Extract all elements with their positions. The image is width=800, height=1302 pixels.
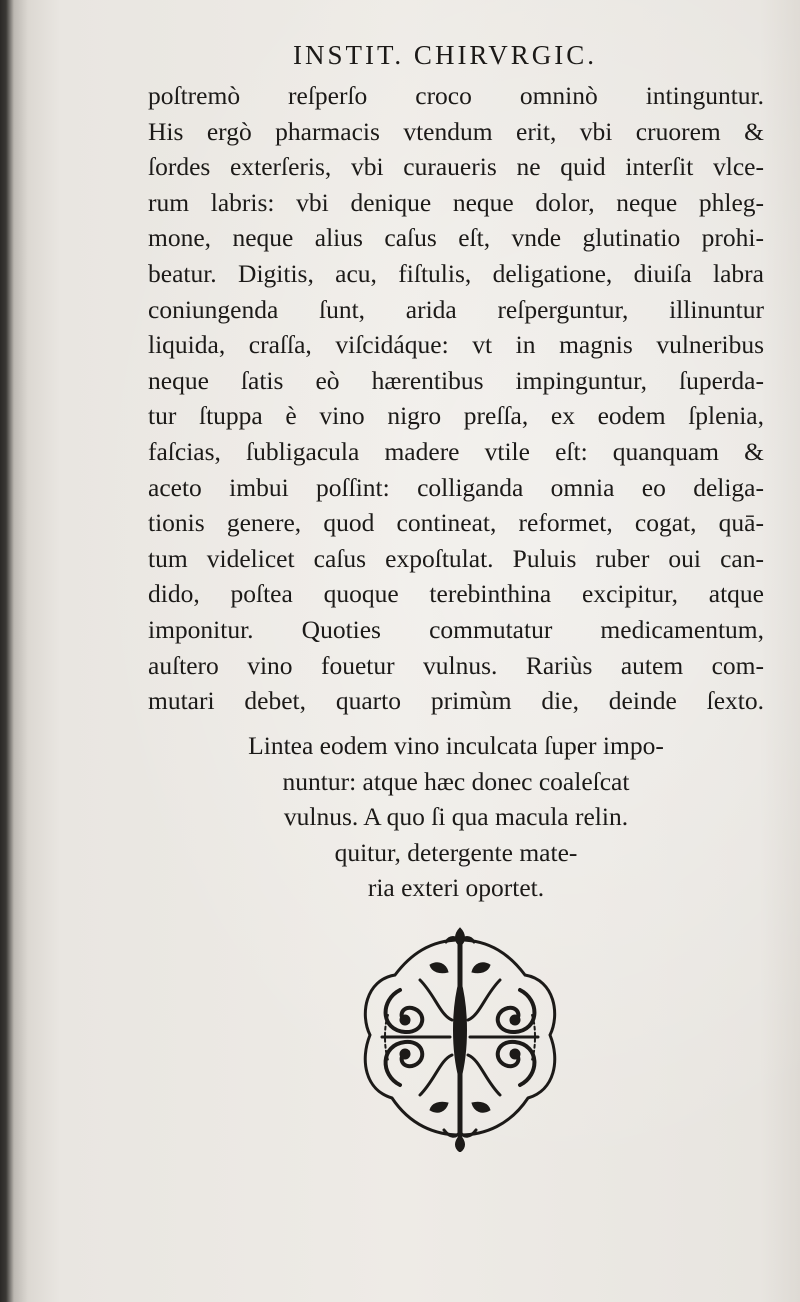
text-line: vulnus. A quo ſi qua macula relin. (283, 802, 629, 832)
text-line: rum labris: vbi denique neque dolor, neque phleg- (148, 187, 764, 217)
text-line: imponitur. Quoties commutatur medicamentum, (148, 614, 764, 644)
text-line: tum videlicet caſus expoſtulat. Puluis ruber oui can- (148, 543, 764, 573)
text-line: tur ſtuppa è vino nigro preſſa, ex eodem ſplenia, (148, 401, 764, 431)
text-line: quitur, detergente mate- (334, 837, 578, 867)
text-line: aceto imbui poſſint: colliganda omnia eo deliga- (148, 472, 764, 502)
text-line: poſtremò reſperſo croco omninò intinguntur. (148, 81, 764, 110)
inverted-pyramid-text (148, 728, 764, 906)
text-line: beatur. Digitis, acu, fiſtulis, deligatione, diuiſa labra (148, 258, 764, 288)
text-line: faſcias, ſubligacula madere vtile eſt: quanquam & (148, 436, 764, 466)
text-line: tionis genere, quod contineat, reformet, cogat, quā- (148, 508, 764, 538)
main-text-block (148, 78, 764, 719)
text-line: auſtero vino fouetur vulnus. Rariùs autem com- (148, 650, 764, 680)
text-line: ſordes exterſeris, vbi curaueris ne quid interſit vlce- (148, 152, 764, 182)
text-line: mone, neque alius caſus eſt, vnde glutinatio prohi- (148, 223, 764, 253)
text-line: coniungenda ſunt, arida reſperguntur, illinuntur (148, 294, 764, 324)
text-line: Lintea eodem vino inculcata ſuper impo- (248, 731, 664, 760)
text-line: mutari debet, quarto primùm die, deinde ſexto. (148, 686, 764, 716)
text-line: liquida, craſſa, viſcidáque: vt in magnis vulneribus (148, 330, 764, 360)
running-head: INSTIT. CHIRVRGIC. (292, 40, 598, 70)
text-line: neque ſatis eò hærentibus impinguntur, ſuperda- (148, 365, 764, 395)
printers-ornament-fleuron (360, 920, 560, 1152)
text-line: nuntur: atque hæc donec coaleſcat (282, 766, 630, 796)
text-line: dido, poſtea quoque terebinthina excipitur, atque (148, 579, 764, 609)
text-line: ria exteri oportet. (367, 873, 545, 903)
text-line: His ergò pharmacis vtendum erit, vbi cruorem & (148, 116, 764, 146)
